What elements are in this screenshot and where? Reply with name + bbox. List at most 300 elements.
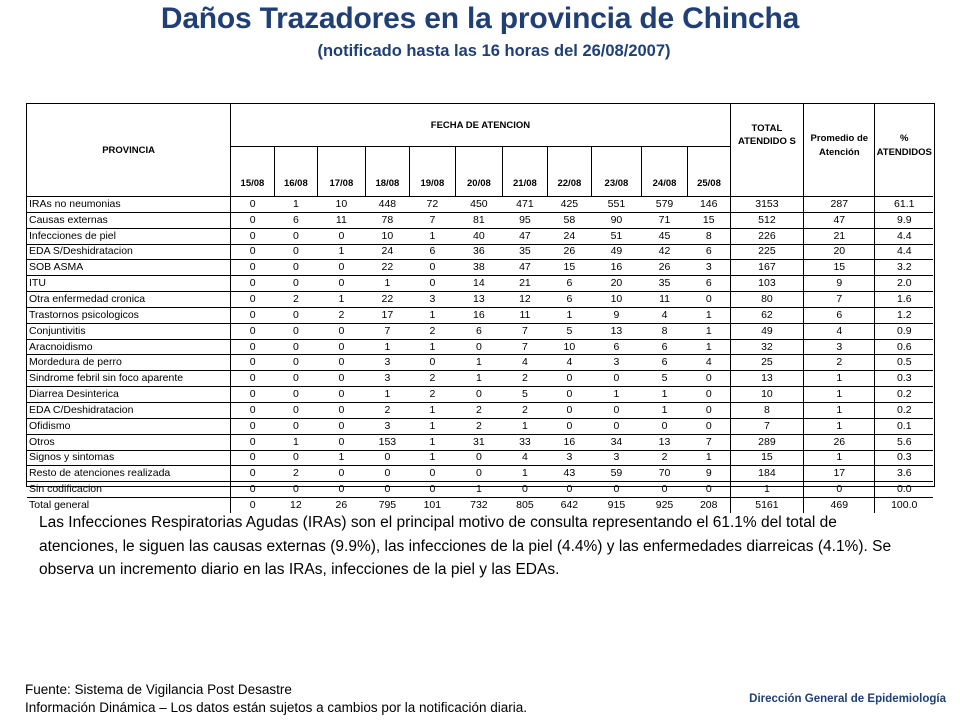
day-value-cell: 1 bbox=[318, 292, 366, 308]
day-value-cell: 732 bbox=[455, 498, 503, 513]
row-label: Infecciones de piel bbox=[27, 228, 231, 244]
day-value-cell: 2 bbox=[455, 418, 503, 434]
source-note bbox=[25, 681, 527, 716]
day-value-cell: 0 bbox=[231, 197, 274, 213]
data-table-frame bbox=[26, 103, 935, 511]
day-value-cell: 2 bbox=[318, 307, 366, 323]
average-cell: 4 bbox=[804, 323, 875, 339]
day-value-cell: 146 bbox=[688, 197, 730, 213]
table-row bbox=[27, 418, 933, 434]
day-value-cell: 1 bbox=[318, 450, 366, 466]
date-header-cell: 16/08 bbox=[274, 147, 317, 197]
day-value-cell: 2 bbox=[455, 402, 503, 418]
day-value-cell: 11 bbox=[641, 292, 688, 308]
table-row bbox=[27, 212, 933, 228]
day-value-cell: 0 bbox=[641, 418, 688, 434]
percent-cell: 2.0 bbox=[875, 276, 933, 292]
percent-cell: 61.1 bbox=[875, 197, 933, 213]
percent-cell: 0.0 bbox=[875, 482, 933, 498]
average-cell: 1 bbox=[804, 450, 875, 466]
table-row bbox=[27, 434, 933, 450]
day-value-cell: 0 bbox=[688, 418, 730, 434]
day-value-cell: 0 bbox=[274, 482, 317, 498]
day-value-cell: 0 bbox=[231, 355, 274, 371]
date-header-cell: 24/08 bbox=[641, 147, 688, 197]
day-value-cell: 34 bbox=[592, 434, 642, 450]
total-cell: 62 bbox=[730, 307, 803, 323]
day-value-cell: 0 bbox=[231, 466, 274, 482]
day-value-cell: 0 bbox=[455, 339, 503, 355]
row-label: Sindrome febril sin foco aparente bbox=[27, 371, 231, 387]
day-value-cell: 7 bbox=[503, 339, 547, 355]
total-cell: 32 bbox=[730, 339, 803, 355]
day-value-cell: 1 bbox=[365, 276, 409, 292]
table-row bbox=[27, 402, 933, 418]
day-value-cell: 0 bbox=[274, 260, 317, 276]
day-value-cell: 1 bbox=[318, 244, 366, 260]
day-value-cell: 1 bbox=[410, 228, 456, 244]
day-value-cell: 1 bbox=[503, 466, 547, 482]
day-value-cell: 5 bbox=[547, 323, 591, 339]
percent-cell: 1.6 bbox=[875, 292, 933, 308]
day-value-cell: 0 bbox=[592, 418, 642, 434]
average-cell: 1 bbox=[804, 418, 875, 434]
day-value-cell: 2 bbox=[274, 292, 317, 308]
day-value-cell: 0 bbox=[318, 387, 366, 403]
day-value-cell: 6 bbox=[641, 339, 688, 355]
day-value-cell: 0 bbox=[410, 482, 456, 498]
day-value-cell: 7 bbox=[365, 323, 409, 339]
date-header-cell: 23/08 bbox=[592, 147, 642, 197]
date-header-cell: 20/08 bbox=[455, 147, 503, 197]
day-value-cell: 0 bbox=[592, 371, 642, 387]
day-value-cell: 0 bbox=[274, 355, 317, 371]
day-value-cell: 0 bbox=[318, 339, 366, 355]
day-value-cell: 471 bbox=[503, 197, 547, 213]
table-row bbox=[27, 339, 933, 355]
day-value-cell: 26 bbox=[641, 260, 688, 276]
day-value-cell: 1 bbox=[274, 434, 317, 450]
percent-cell: 9.9 bbox=[875, 212, 933, 228]
total-cell: 10 bbox=[730, 387, 803, 403]
total-cell: 512 bbox=[730, 212, 803, 228]
day-value-cell: 0 bbox=[274, 371, 317, 387]
day-value-cell: 4 bbox=[503, 355, 547, 371]
day-value-cell: 0 bbox=[274, 339, 317, 355]
day-value-cell: 6 bbox=[274, 212, 317, 228]
day-value-cell: 1 bbox=[688, 323, 730, 339]
day-value-cell: 3 bbox=[688, 260, 730, 276]
row-label: Aracnoidismo bbox=[27, 339, 231, 355]
percent-cell: 0.6 bbox=[875, 339, 933, 355]
day-value-cell: 0 bbox=[318, 228, 366, 244]
row-label: Signos y sintomas bbox=[27, 450, 231, 466]
table-row bbox=[27, 371, 933, 387]
day-value-cell: 59 bbox=[592, 466, 642, 482]
day-value-cell: 0 bbox=[688, 387, 730, 403]
day-value-cell: 6 bbox=[455, 323, 503, 339]
day-value-cell: 0 bbox=[688, 482, 730, 498]
table-row bbox=[27, 292, 933, 308]
day-value-cell: 36 bbox=[455, 244, 503, 260]
day-value-cell: 1 bbox=[410, 307, 456, 323]
total-cell: 25 bbox=[730, 355, 803, 371]
day-value-cell: 0 bbox=[318, 276, 366, 292]
day-value-cell: 1 bbox=[410, 434, 456, 450]
day-value-cell: 72 bbox=[410, 197, 456, 213]
average-cell: 15 bbox=[804, 260, 875, 276]
day-value-cell: 8 bbox=[688, 228, 730, 244]
day-value-cell: 33 bbox=[503, 434, 547, 450]
day-value-cell: 448 bbox=[365, 197, 409, 213]
day-value-cell: 0 bbox=[274, 307, 317, 323]
total-cell: 15 bbox=[730, 450, 803, 466]
row-label: Causas externas bbox=[27, 212, 231, 228]
average-cell: 3 bbox=[804, 339, 875, 355]
day-value-cell: 925 bbox=[641, 498, 688, 513]
average-cell: 20 bbox=[804, 244, 875, 260]
day-value-cell: 0 bbox=[231, 228, 274, 244]
row-label: SOB ASMA bbox=[27, 260, 231, 276]
day-value-cell: 1 bbox=[410, 418, 456, 434]
average-cell: 1 bbox=[804, 387, 875, 403]
day-value-cell: 95 bbox=[503, 212, 547, 228]
day-value-cell: 4 bbox=[503, 450, 547, 466]
day-value-cell: 6 bbox=[547, 276, 591, 292]
page-subtitle: (notificado hasta las 16 horas del 26/08/2007) bbox=[317, 42, 671, 60]
day-value-cell: 3 bbox=[547, 450, 591, 466]
day-value-cell: 0 bbox=[410, 260, 456, 276]
day-value-cell: 10 bbox=[547, 339, 591, 355]
total-cell: 289 bbox=[730, 434, 803, 450]
day-value-cell: 0 bbox=[231, 323, 274, 339]
table-row bbox=[27, 323, 933, 339]
day-value-cell: 0 bbox=[365, 466, 409, 482]
day-value-cell: 915 bbox=[592, 498, 642, 513]
day-value-cell: 10 bbox=[592, 292, 642, 308]
day-value-cell: 208 bbox=[688, 498, 730, 513]
average-cell: 26 bbox=[804, 434, 875, 450]
day-value-cell: 15 bbox=[547, 260, 591, 276]
day-value-cell: 4 bbox=[688, 355, 730, 371]
day-value-cell: 3 bbox=[365, 418, 409, 434]
day-value-cell: 0 bbox=[231, 371, 274, 387]
agency-label: Dirección General de Epidemiología bbox=[749, 693, 946, 705]
total-cell: 225 bbox=[730, 244, 803, 260]
day-value-cell: 0 bbox=[274, 402, 317, 418]
day-value-cell: 12 bbox=[503, 292, 547, 308]
day-value-cell: 0 bbox=[547, 418, 591, 434]
row-label: Conjuntivitis bbox=[27, 323, 231, 339]
percent-cell: 4.4 bbox=[875, 228, 933, 244]
day-value-cell: 21 bbox=[503, 276, 547, 292]
table-row bbox=[27, 482, 933, 498]
day-value-cell: 6 bbox=[410, 244, 456, 260]
day-value-cell: 0 bbox=[547, 371, 591, 387]
row-label: Otros bbox=[27, 434, 231, 450]
day-value-cell: 20 bbox=[592, 276, 642, 292]
day-value-cell: 1 bbox=[688, 307, 730, 323]
day-value-cell: 1 bbox=[688, 339, 730, 355]
day-value-cell: 0 bbox=[274, 450, 317, 466]
day-value-cell: 26 bbox=[318, 498, 366, 513]
day-value-cell: 10 bbox=[318, 197, 366, 213]
day-value-cell: 805 bbox=[503, 498, 547, 513]
day-value-cell: 22 bbox=[365, 292, 409, 308]
day-value-cell: 0 bbox=[318, 418, 366, 434]
page-title: Daños Trazadores en la provincia de Chincha bbox=[160, 2, 800, 35]
table-row bbox=[27, 466, 933, 482]
day-value-cell: 0 bbox=[547, 482, 591, 498]
average-cell: 1 bbox=[804, 402, 875, 418]
day-value-cell: 47 bbox=[503, 260, 547, 276]
date-header-cell: 22/08 bbox=[547, 147, 591, 197]
table-row bbox=[27, 307, 933, 323]
day-value-cell: 6 bbox=[592, 339, 642, 355]
day-value-cell: 579 bbox=[641, 197, 688, 213]
table-body bbox=[27, 197, 933, 513]
table-row bbox=[27, 260, 933, 276]
day-value-cell: 4 bbox=[547, 355, 591, 371]
header-promedio-atencion bbox=[804, 104, 875, 197]
day-value-cell: 1 bbox=[455, 482, 503, 498]
day-value-cell: 24 bbox=[365, 244, 409, 260]
day-value-cell: 16 bbox=[592, 260, 642, 276]
day-value-cell: 0 bbox=[641, 482, 688, 498]
row-label: Resto de atenciones realizada bbox=[27, 466, 231, 482]
day-value-cell: 153 bbox=[365, 434, 409, 450]
day-value-cell: 0 bbox=[410, 355, 456, 371]
day-value-cell: 43 bbox=[547, 466, 591, 482]
day-value-cell: 1 bbox=[410, 450, 456, 466]
total-cell: 13 bbox=[730, 371, 803, 387]
total-cell: 3153 bbox=[730, 197, 803, 213]
date-header-cell: 18/08 bbox=[365, 147, 409, 197]
day-value-cell: 0 bbox=[318, 371, 366, 387]
row-label: EDA S/Deshidratacion bbox=[27, 244, 231, 260]
total-cell: 49 bbox=[730, 323, 803, 339]
row-label: IRAs no neumonias bbox=[27, 197, 231, 213]
percent-cell: 0.3 bbox=[875, 371, 933, 387]
day-value-cell: 0 bbox=[318, 323, 366, 339]
day-value-cell: 0 bbox=[318, 260, 366, 276]
day-value-cell: 1 bbox=[688, 450, 730, 466]
table-row bbox=[27, 355, 933, 371]
day-value-cell: 47 bbox=[503, 228, 547, 244]
day-value-cell: 1 bbox=[455, 371, 503, 387]
total-cell: 5161 bbox=[730, 498, 803, 513]
day-value-cell: 101 bbox=[410, 498, 456, 513]
percent-cell: 0.5 bbox=[875, 355, 933, 371]
day-value-cell: 2 bbox=[410, 323, 456, 339]
day-value-cell: 5 bbox=[503, 387, 547, 403]
day-value-cell: 0 bbox=[231, 418, 274, 434]
day-value-cell: 22 bbox=[365, 260, 409, 276]
row-label: Otra enfermedad cronica bbox=[27, 292, 231, 308]
average-cell: 47 bbox=[804, 212, 875, 228]
day-value-cell: 13 bbox=[592, 323, 642, 339]
day-value-cell: 1 bbox=[410, 339, 456, 355]
percent-cell: 3.6 bbox=[875, 466, 933, 482]
total-cell: 8 bbox=[730, 402, 803, 418]
average-cell: 17 bbox=[804, 466, 875, 482]
header-total-atendidos bbox=[730, 104, 803, 197]
header-promedio-label: Promedio de Atención bbox=[810, 133, 869, 158]
day-value-cell: 0 bbox=[231, 212, 274, 228]
date-header-cell: 25/08 bbox=[688, 147, 730, 197]
day-value-cell: 58 bbox=[547, 212, 591, 228]
day-value-cell: 3 bbox=[365, 371, 409, 387]
table-row bbox=[27, 244, 933, 260]
percent-cell: 0.1 bbox=[875, 418, 933, 434]
percent-cell: 5.6 bbox=[875, 434, 933, 450]
day-value-cell: 0 bbox=[231, 260, 274, 276]
day-value-cell: 1 bbox=[274, 197, 317, 213]
day-value-cell: 0 bbox=[688, 371, 730, 387]
day-value-cell: 0 bbox=[231, 307, 274, 323]
row-label: Sin codificacion bbox=[27, 482, 231, 498]
day-value-cell: 0 bbox=[231, 292, 274, 308]
table-row bbox=[27, 197, 933, 213]
average-cell: 6 bbox=[804, 307, 875, 323]
day-value-cell: 0 bbox=[231, 387, 274, 403]
day-value-cell: 2 bbox=[410, 371, 456, 387]
day-value-cell: 2 bbox=[503, 371, 547, 387]
day-value-cell: 0 bbox=[592, 482, 642, 498]
day-value-cell: 5 bbox=[641, 371, 688, 387]
day-value-cell: 13 bbox=[641, 434, 688, 450]
day-value-cell: 0 bbox=[503, 482, 547, 498]
day-value-cell: 4 bbox=[641, 307, 688, 323]
day-value-cell: 45 bbox=[641, 228, 688, 244]
day-value-cell: 0 bbox=[365, 450, 409, 466]
row-label: EDA C/Deshidratacion bbox=[27, 402, 231, 418]
day-value-cell: 90 bbox=[592, 212, 642, 228]
day-value-cell: 9 bbox=[592, 307, 642, 323]
percent-cell: 0.2 bbox=[875, 387, 933, 403]
total-cell: 1 bbox=[730, 482, 803, 498]
day-value-cell: 6 bbox=[688, 244, 730, 260]
percent-cell: 100.0 bbox=[875, 498, 933, 513]
day-value-cell: 450 bbox=[455, 197, 503, 213]
percent-cell: 3.2 bbox=[875, 260, 933, 276]
day-value-cell: 0 bbox=[688, 402, 730, 418]
day-value-cell: 0 bbox=[274, 228, 317, 244]
day-value-cell: 3 bbox=[365, 355, 409, 371]
row-label: Diarrea Desinterica bbox=[27, 387, 231, 403]
day-value-cell: 3 bbox=[592, 355, 642, 371]
day-value-cell: 642 bbox=[547, 498, 591, 513]
day-value-cell: 0 bbox=[365, 482, 409, 498]
day-value-cell: 0 bbox=[410, 466, 456, 482]
day-value-cell: 40 bbox=[455, 228, 503, 244]
date-header-cell: 15/08 bbox=[231, 147, 274, 197]
row-label: Total general bbox=[27, 498, 231, 513]
day-value-cell: 31 bbox=[455, 434, 503, 450]
day-value-cell: 1 bbox=[592, 387, 642, 403]
day-value-cell: 6 bbox=[641, 355, 688, 371]
day-value-cell: 42 bbox=[641, 244, 688, 260]
day-value-cell: 1 bbox=[365, 387, 409, 403]
percent-cell: 1.2 bbox=[875, 307, 933, 323]
average-cell: 0 bbox=[804, 482, 875, 498]
day-value-cell: 0 bbox=[231, 482, 274, 498]
day-value-cell: 15 bbox=[688, 212, 730, 228]
day-value-cell: 2 bbox=[410, 387, 456, 403]
day-value-cell: 0 bbox=[274, 244, 317, 260]
day-value-cell: 0 bbox=[231, 276, 274, 292]
summary-paragraph: Las Infecciones Respiratorias Agudas (IRAs) son el principal motivo de consulta representando el 61.1% del total de atenciones, le siguen las causas externas (9.9%), las infecciones de la piel (4.4%) y las enfermedades diarreicas (4.1%). Se observa un incremento diario en las IRAs, infecciones de la piel y las EDAs. bbox=[39, 514, 892, 578]
day-value-cell: 0 bbox=[455, 450, 503, 466]
day-value-cell: 6 bbox=[688, 276, 730, 292]
day-value-cell: 0 bbox=[547, 402, 591, 418]
day-value-cell: 0 bbox=[688, 292, 730, 308]
day-value-cell: 24 bbox=[547, 228, 591, 244]
source-line-1: Fuente: Sistema de Vigilancia Post Desastre bbox=[25, 682, 292, 697]
day-value-cell: 13 bbox=[455, 292, 503, 308]
row-label: Trastornos psicologicos bbox=[27, 307, 231, 323]
table-row bbox=[27, 228, 933, 244]
row-label: Mordedura de perro bbox=[27, 355, 231, 371]
day-value-cell: 0 bbox=[318, 355, 366, 371]
day-value-cell: 17 bbox=[365, 307, 409, 323]
day-value-cell: 0 bbox=[274, 323, 317, 339]
data-table bbox=[27, 104, 933, 513]
day-value-cell: 3 bbox=[592, 450, 642, 466]
day-value-cell: 551 bbox=[592, 197, 642, 213]
day-value-cell: 425 bbox=[547, 197, 591, 213]
day-value-cell: 0 bbox=[455, 387, 503, 403]
header-pct-atendidos bbox=[875, 104, 933, 197]
total-cell: 7 bbox=[730, 418, 803, 434]
table-row bbox=[27, 450, 933, 466]
day-value-cell: 7 bbox=[410, 212, 456, 228]
day-value-cell: 1 bbox=[503, 418, 547, 434]
table-row bbox=[27, 276, 933, 292]
average-cell: 469 bbox=[804, 498, 875, 513]
day-value-cell: 0 bbox=[231, 339, 274, 355]
day-value-cell: 0 bbox=[410, 276, 456, 292]
header-pct-label: % ATENDIDOS bbox=[876, 133, 932, 158]
day-value-cell: 7 bbox=[503, 323, 547, 339]
day-value-cell: 0 bbox=[318, 434, 366, 450]
percent-cell: 0.9 bbox=[875, 323, 933, 339]
day-value-cell: 26 bbox=[547, 244, 591, 260]
day-value-cell: 0 bbox=[274, 418, 317, 434]
table-row bbox=[27, 387, 933, 403]
day-value-cell: 16 bbox=[547, 434, 591, 450]
percent-cell: 0.3 bbox=[875, 450, 933, 466]
day-value-cell: 2 bbox=[503, 402, 547, 418]
source-line-2: Información Dinámica – Los datos están sujetos a cambios por la notificación diaria. bbox=[25, 699, 528, 715]
day-value-cell: 81 bbox=[455, 212, 503, 228]
day-value-cell: 16 bbox=[455, 307, 503, 323]
day-value-cell: 1 bbox=[641, 402, 688, 418]
total-cell: 226 bbox=[730, 228, 803, 244]
date-header-cell: 19/08 bbox=[410, 147, 456, 197]
day-value-cell: 0 bbox=[547, 387, 591, 403]
total-cell: 184 bbox=[730, 466, 803, 482]
date-header-cell: 21/08 bbox=[503, 147, 547, 197]
day-value-cell: 0 bbox=[318, 402, 366, 418]
day-value-cell: 51 bbox=[592, 228, 642, 244]
date-header-cell: 17/08 bbox=[318, 147, 366, 197]
average-cell: 9 bbox=[804, 276, 875, 292]
day-value-cell: 0 bbox=[231, 434, 274, 450]
percent-cell: 4.4 bbox=[875, 244, 933, 260]
header-total-label: TOTAL ATENDIDO S bbox=[737, 123, 796, 147]
day-value-cell: 1 bbox=[365, 339, 409, 355]
